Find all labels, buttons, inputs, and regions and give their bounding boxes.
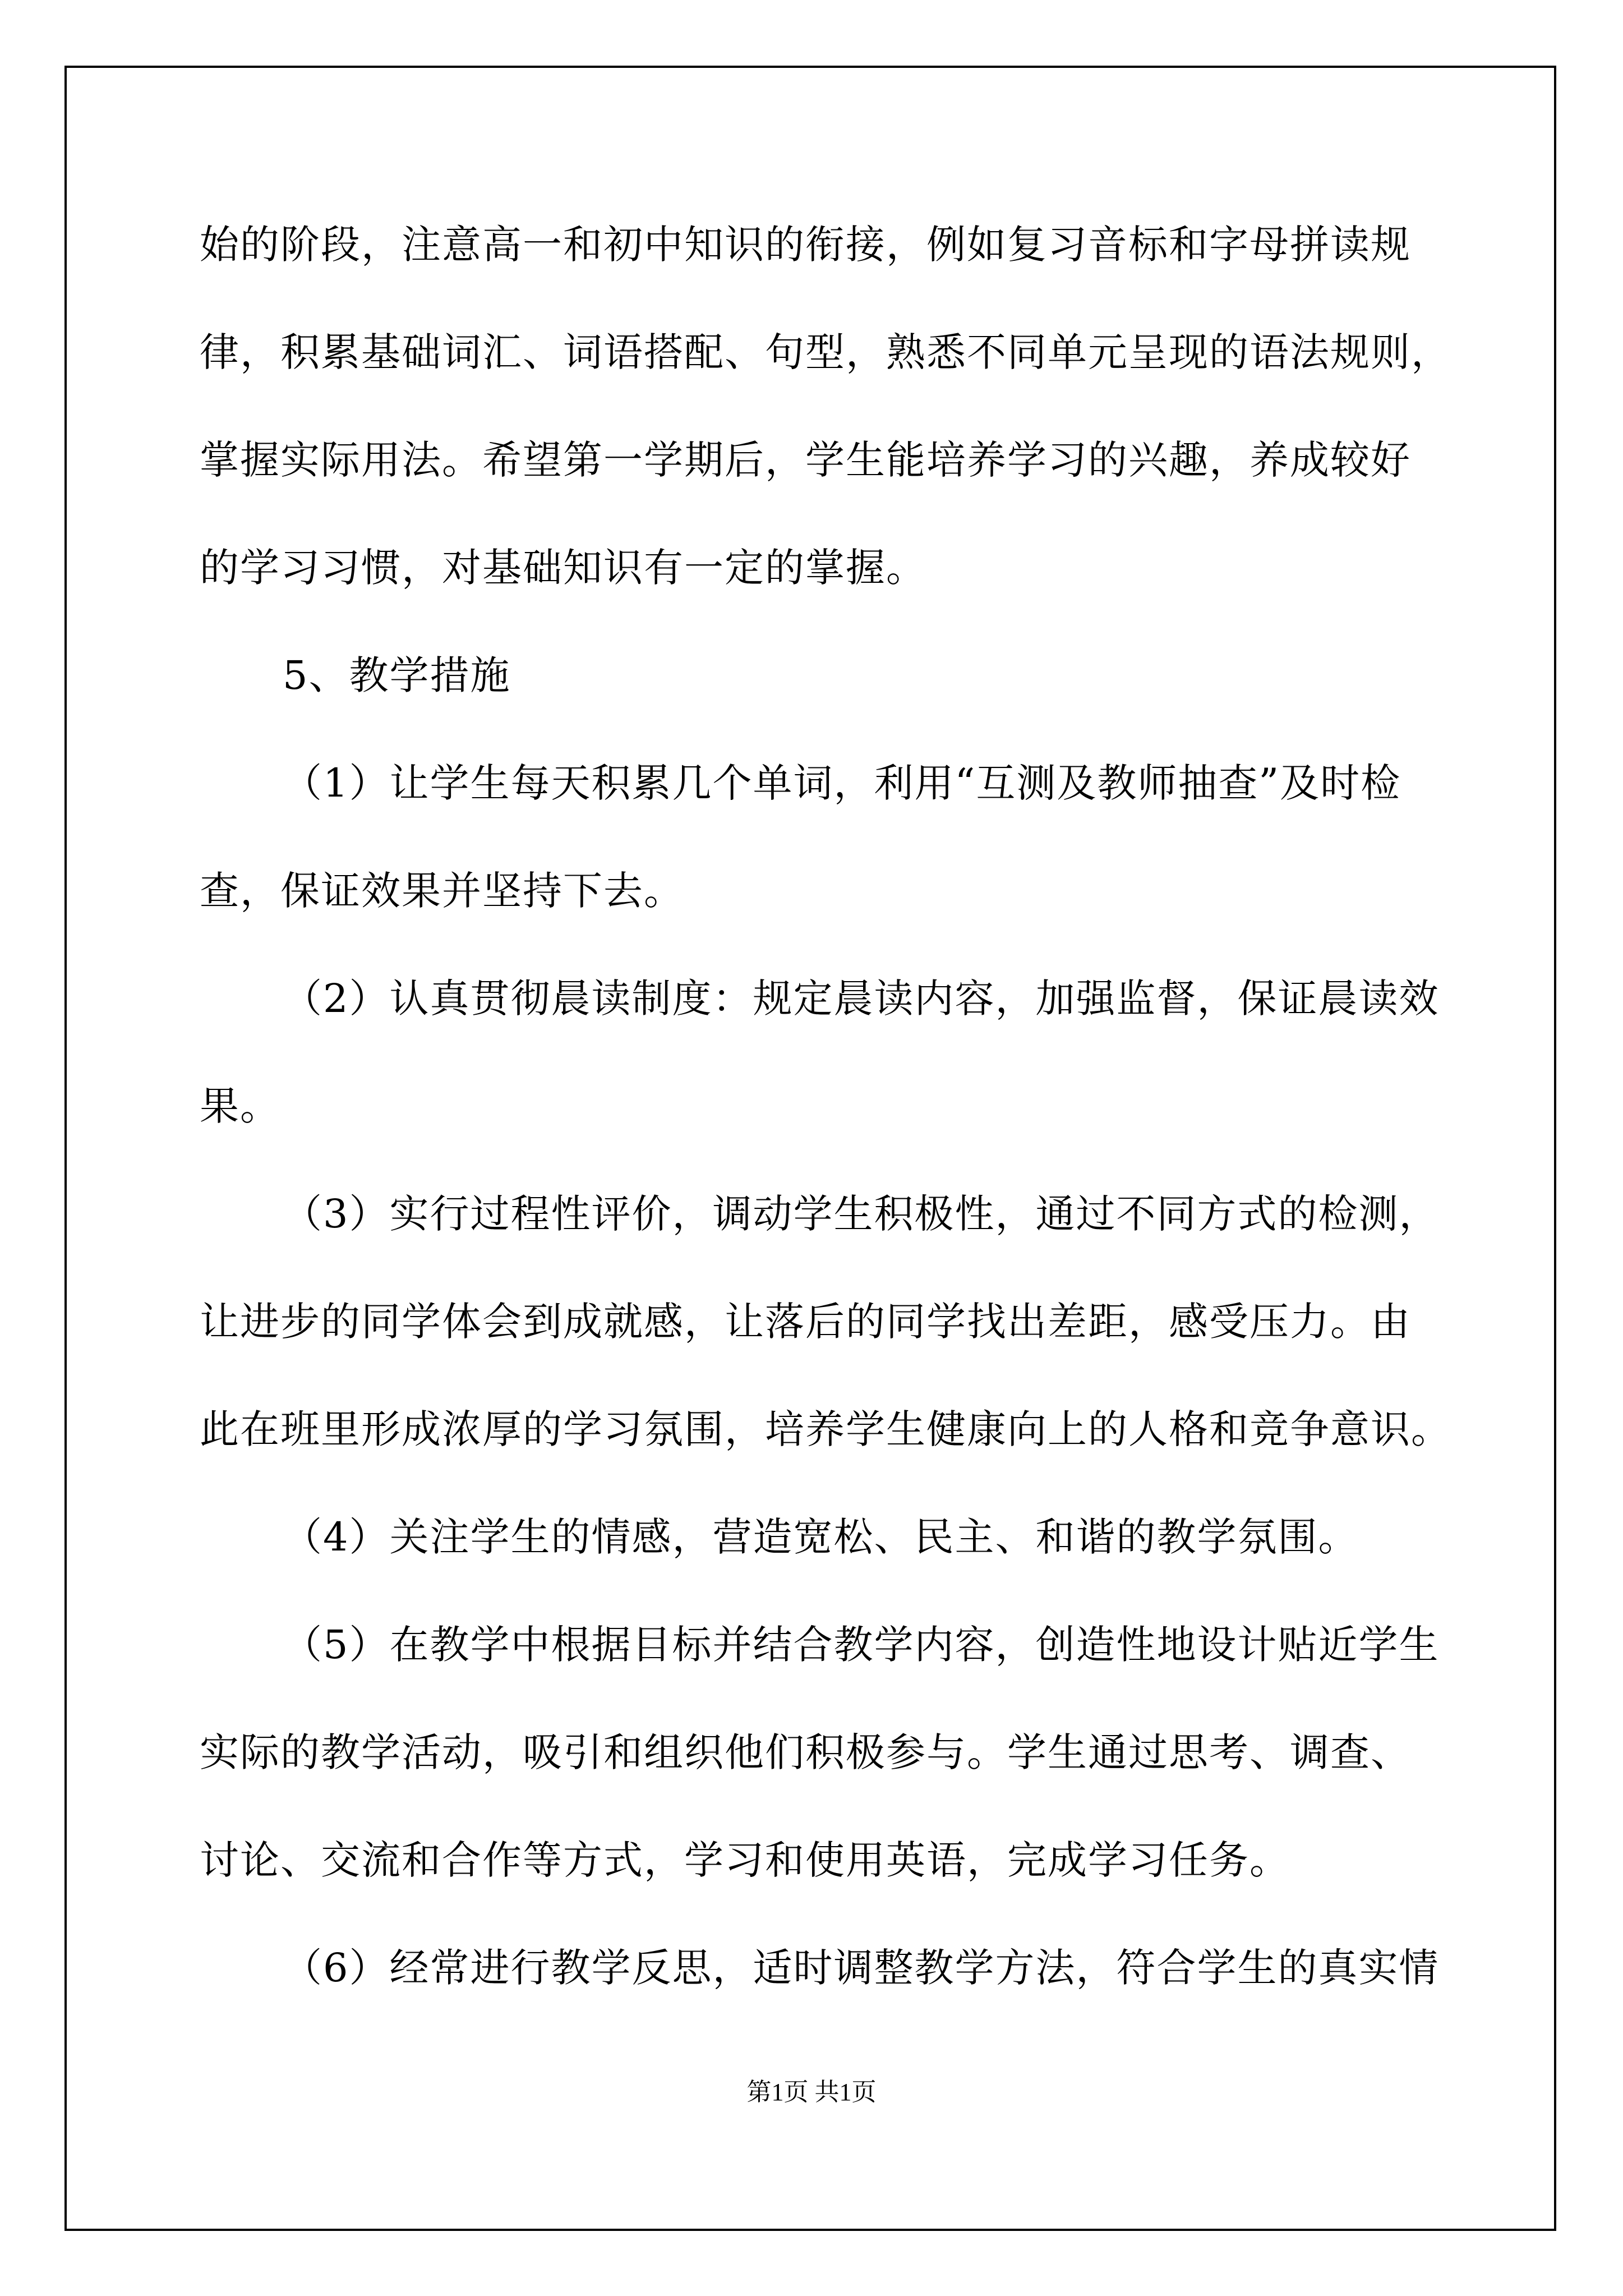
- section-heading: 5、教学措施: [283, 652, 511, 698]
- text-line: 此在班里形成浓厚的学习氛围，培养学生健康向上的人格和竞争意识。: [200, 1406, 1451, 1452]
- text-line: 始的阶段，注意高一和初中知识的衔接，例如复习音标和字母拼读规: [200, 222, 1411, 268]
- page-number: 第1页 共1页: [746, 2078, 877, 2106]
- text-line: （5）在教学中根据目标并结合教学内容，创造性地设计贴近学生: [283, 1622, 1440, 1668]
- page-border: [64, 66, 1556, 2231]
- text-line: 实际的教学活动，吸引和组织他们积极参与。学生通过思考、调查、: [200, 1729, 1411, 1775]
- text-line: （2）认真贯彻晨读制度：规定晨读内容，加强监督，保证晨读效: [283, 976, 1440, 1022]
- text-line: （1）让学生每天积累几个单词，利用“互测及教师抽查”及时检: [283, 760, 1401, 806]
- text-line: （4）关注学生的情感，营造宽松、民主、和谐的教学氛围。: [283, 1514, 1359, 1560]
- text-line: 让进步的同学体会到成就感，让落后的同学找出差距，感受压力。由: [200, 1299, 1411, 1345]
- text-line: 的学习习惯，对基础知识有一定的掌握。: [200, 545, 926, 591]
- text-line: （3）实行过程性评价，调动学生积极性，通过不同方式的检测，: [283, 1191, 1440, 1237]
- text-line: （6）经常进行教学反思，适时调整教学方法，符合学生的真实情: [283, 1945, 1440, 1991]
- text-line: 查，保证效果并坚持下去。: [200, 868, 684, 914]
- text-line: 果。: [200, 1083, 280, 1129]
- text-line: 律，积累基础词汇、词语搭配、句型，熟悉不同单元呈现的语法规则，: [200, 329, 1451, 375]
- text-line: 讨论、交流和合作等方式，学习和使用英语，完成学习任务。: [200, 1837, 1290, 1883]
- text-line: 掌握实际用法。希望第一学期后，学生能培养学习的兴趣，养成较好: [200, 437, 1411, 483]
